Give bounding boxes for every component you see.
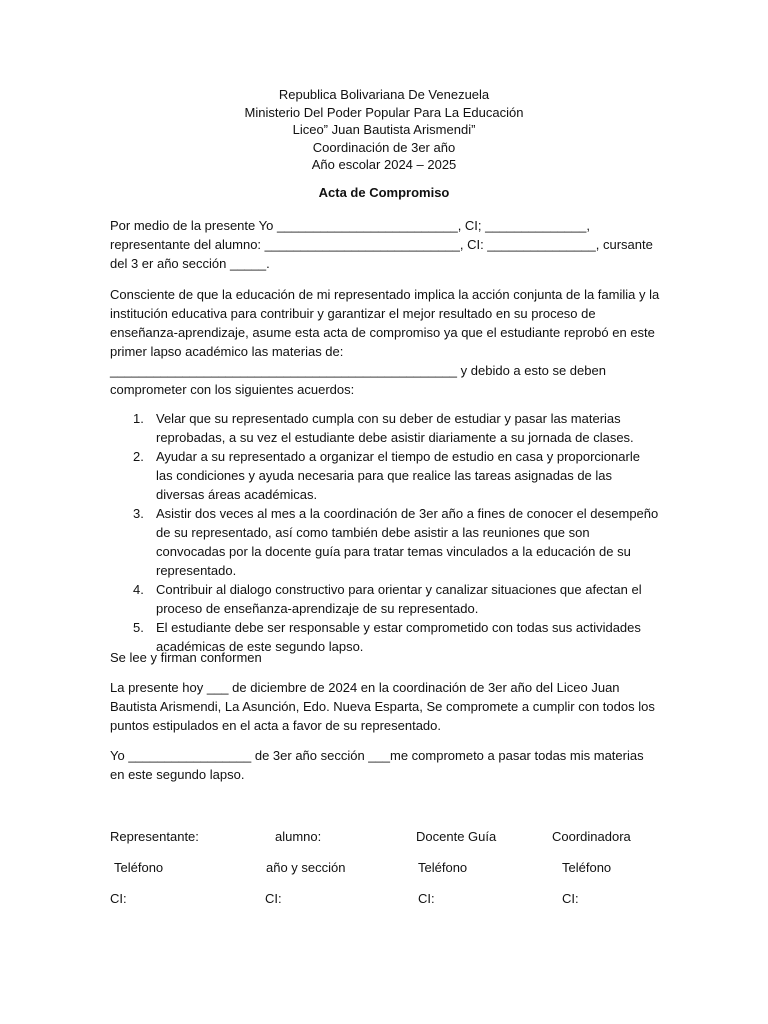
signature-label-teacher: Docente Guía xyxy=(416,829,497,844)
agreement-text: Asistir dos veces al mes a la coordinación de 3er año a fines de conocer el desempeño de su representado, así como también debe asistir a las reuniones que son convocadas por la docente guía para tratar temas vinculados a la educación de su representado. xyxy=(156,506,659,578)
intro-paragraph: Por medio de la presente Yo _________________________, CI; ______________, representante del alumno: ___________________________, CI: _______________, cursante del 3 er año sección _____. xyxy=(110,218,653,271)
header-line-coordination: Coordinación de 3er año xyxy=(312,139,456,155)
agreement-text: Contribuir al dialogo constructivo para orientar y canalizar situaciones que afectan el proceso de enseñanza-aprendizaje de su representado. xyxy=(156,582,642,616)
agreement-text: Velar que su representado cumpla con su deber de estudiar y pasar las materias reprobadas, a su vez el estudiante debe asistir diariamente a su jornada de clases. xyxy=(156,411,634,445)
agreement-item xyxy=(110,447,660,504)
date-place-paragraph: La presente hoy ___ de diciembre de 2024 en la coordinación de 3er año del Liceo Juan Bautista Arismendi, La Asunción, Edo. Nueva Esparta, Se compromete a cumplir con todos los puntos estipulados en el acta a favor de su representado. xyxy=(110,680,655,733)
header-line-country: Republica Bolivariana De Venezuela xyxy=(278,87,490,102)
agreement-number: 5. xyxy=(133,620,144,635)
signature-phone-coordinator: Teléfono xyxy=(562,860,612,875)
agreement-number: 1. xyxy=(133,411,144,426)
signature-phone-representative: Teléfono xyxy=(114,860,164,875)
signature-grade-section-student: año y sección xyxy=(266,860,346,875)
agreement-number: 2. xyxy=(133,449,144,464)
agreement-item xyxy=(110,504,660,580)
signature-phone-teacher: Teléfono xyxy=(418,860,468,875)
header-line-school-year: Año escolar 2024 – 2025 xyxy=(311,157,457,172)
document-title: Acta de Compromiso xyxy=(318,185,450,200)
agreement-text: Ayudar a su representado a organizar el tiempo de estudio en casa y proporcionarle las condiciones y ayuda necesaria para que realice las tareas asignadas de las diversas áreas académicas. xyxy=(156,449,640,502)
signature-ci-coordinator: CI: xyxy=(562,891,579,906)
signature-label-coordinator: Coordinadora xyxy=(552,829,631,844)
agreement-number: 3. xyxy=(133,506,144,521)
agreement-number: 4. xyxy=(133,582,144,597)
header-line-school: Liceo” Juan Bautista Arismendi” xyxy=(292,122,476,137)
student-commitment-paragraph: Yo _________________ de 3er año sección ___me comprometo a pasar todas mis materias en este segundo lapso. xyxy=(110,748,644,782)
agreement-item xyxy=(110,409,660,447)
agreements-list xyxy=(110,409,660,656)
document-header xyxy=(0,86,768,174)
signature-label-representative: Representante: xyxy=(110,829,199,844)
read-and-sign-line: Se lee y firman conformen xyxy=(110,650,262,665)
signature-ci-representative: CI: xyxy=(110,891,127,906)
signature-ci-student: CI: xyxy=(265,891,282,906)
signature-ci-teacher: CI: xyxy=(418,891,435,906)
context-paragraph: Consciente de que la educación de mi representado implica la acción conjunta de la familia y la institución educativa para contribuir y garantizar el mejor resultado en su proceso de enseñanza-aprendizaje, asume esta acta de compromiso ya que el estudiante reprobó en este primer lapso académico las materias de: ________________________________________________ y debido a esto se deben comprometer con los siguientes acuerdos: xyxy=(110,287,660,397)
header-line-ministry: Ministerio Del Poder Popular Para La Educación xyxy=(244,104,524,120)
signature-label-student: alumno: xyxy=(275,829,322,844)
agreement-item xyxy=(110,580,660,618)
agreement-text: El estudiante debe ser responsable y estar comprometido con todas sus actividades académicas de este segundo lapso. xyxy=(156,620,641,654)
